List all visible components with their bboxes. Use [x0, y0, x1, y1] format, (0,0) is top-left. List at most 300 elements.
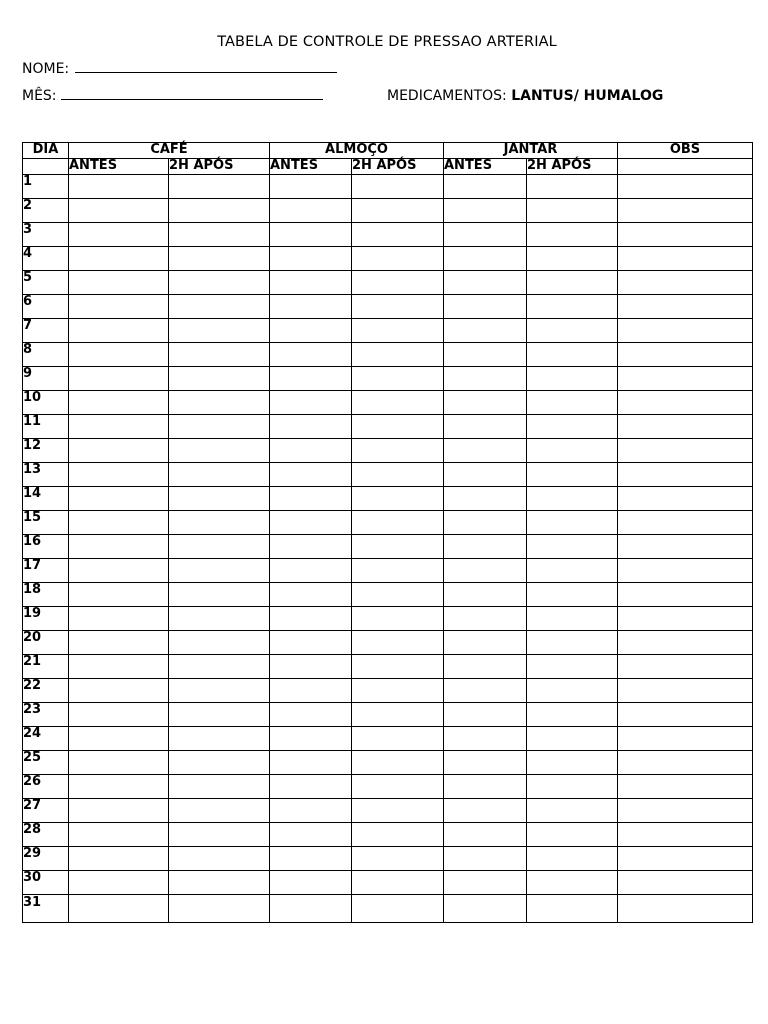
almoco-apos-cell[interactable]: [352, 751, 444, 775]
pressure-control-table: [22, 142, 753, 923]
almoco-apos-cell[interactable]: [352, 607, 444, 631]
cafe-apos-cell[interactable]: [169, 631, 270, 655]
day-number: 22: [23, 679, 69, 703]
jantar-antes-cell[interactable]: [444, 247, 527, 271]
jantar-antes-cell[interactable]: [444, 511, 527, 535]
jantar-apos-cell[interactable]: [527, 391, 618, 415]
almoco-antes-cell[interactable]: [270, 319, 352, 343]
jantar-antes-cell[interactable]: [444, 223, 527, 247]
table-row: [23, 751, 753, 775]
almoco-apos-cell[interactable]: [352, 223, 444, 247]
header-row-timing: [23, 159, 753, 175]
almoco-antes-cell[interactable]: [270, 511, 352, 535]
almoco-antes-cell[interactable]: [270, 415, 352, 439]
table-row: [23, 511, 753, 535]
cafe-apos-cell[interactable]: [169, 271, 270, 295]
table-row: [23, 271, 753, 295]
jantar-antes-cell[interactable]: [444, 295, 527, 319]
cafe-antes-cell[interactable]: [69, 319, 169, 343]
day-number: 27: [23, 799, 69, 823]
mes-field-line[interactable]: [61, 89, 323, 100]
cafe-apos-cell[interactable]: [169, 655, 270, 679]
jantar-apos-cell[interactable]: [527, 535, 618, 559]
jantar-antes-cell[interactable]: [444, 487, 527, 511]
almoco-antes-cell[interactable]: [270, 487, 352, 511]
obs-cell[interactable]: [618, 799, 753, 823]
almoco-apos-cell[interactable]: [352, 583, 444, 607]
table-row: [23, 319, 753, 343]
table-row: [23, 823, 753, 847]
obs-cell[interactable]: [618, 439, 753, 463]
jantar-apos-cell[interactable]: [527, 295, 618, 319]
almoco-antes-cell[interactable]: [270, 559, 352, 583]
obs-cell[interactable]: [618, 751, 753, 775]
cafe-apos-cell[interactable]: [169, 871, 270, 895]
cafe-antes-cell[interactable]: [69, 751, 169, 775]
jantar-apos-cell[interactable]: [527, 487, 618, 511]
table-row: [23, 871, 753, 895]
almoco-antes-cell[interactable]: [270, 631, 352, 655]
jantar-antes-cell[interactable]: [444, 847, 527, 871]
table-row: [23, 703, 753, 727]
almoco-apos-cell[interactable]: [352, 631, 444, 655]
jantar-apos-cell[interactable]: [527, 847, 618, 871]
cafe-antes-cell[interactable]: [69, 655, 169, 679]
jantar-antes-cell[interactable]: [444, 535, 527, 559]
cafe-antes-cell[interactable]: [69, 799, 169, 823]
day-number: 7: [23, 319, 69, 343]
day-number: 16: [23, 535, 69, 559]
jantar-antes-cell[interactable]: [444, 871, 527, 895]
table-row: [23, 655, 753, 679]
jantar-apos-cell[interactable]: [527, 607, 618, 631]
header-obs: OBS: [618, 143, 753, 159]
almoco-apos-cell[interactable]: [352, 367, 444, 391]
medicamentos-row: [387, 88, 663, 104]
cafe-antes-cell[interactable]: [69, 727, 169, 751]
table-row: [23, 535, 753, 559]
obs-cell[interactable]: [618, 319, 753, 343]
nome-row: [22, 61, 337, 77]
jantar-antes-cell[interactable]: [444, 199, 527, 223]
almoco-apos-cell[interactable]: [352, 871, 444, 895]
jantar-antes-cell[interactable]: [444, 775, 527, 799]
cafe-apos-cell[interactable]: [169, 175, 270, 199]
cafe-antes-cell[interactable]: [69, 175, 169, 199]
table-row: [23, 727, 753, 751]
almoco-apos-cell[interactable]: [352, 535, 444, 559]
jantar-antes-cell[interactable]: [444, 703, 527, 727]
cafe-apos-cell[interactable]: [169, 607, 270, 631]
cafe-apos-cell[interactable]: [169, 727, 270, 751]
cafe-antes-cell[interactable]: [69, 463, 169, 487]
jantar-antes-cell[interactable]: [444, 799, 527, 823]
day-number: 20: [23, 631, 69, 655]
header-jantar-antes: ANTES: [444, 159, 527, 175]
header-jantar: JANTAR: [444, 143, 618, 159]
jantar-antes-cell[interactable]: [444, 391, 527, 415]
obs-cell[interactable]: [618, 535, 753, 559]
jantar-antes-cell[interactable]: [444, 583, 527, 607]
cafe-antes-cell[interactable]: [69, 847, 169, 871]
table-row: [23, 583, 753, 607]
cafe-antes-cell[interactable]: [69, 583, 169, 607]
cafe-antes-cell[interactable]: [69, 487, 169, 511]
jantar-antes-cell[interactable]: [444, 823, 527, 847]
jantar-apos-cell[interactable]: [527, 583, 618, 607]
almoco-apos-cell[interactable]: [352, 487, 444, 511]
almoco-apos-cell[interactable]: [352, 895, 444, 923]
table-row: [23, 895, 753, 923]
cafe-apos-cell[interactable]: [169, 223, 270, 247]
cafe-apos-cell[interactable]: [169, 343, 270, 367]
obs-cell[interactable]: [618, 487, 753, 511]
obs-cell[interactable]: [618, 655, 753, 679]
almoco-antes-cell[interactable]: [270, 895, 352, 923]
table-row: [23, 631, 753, 655]
nome-field-line[interactable]: [75, 62, 337, 73]
jantar-apos-cell[interactable]: [527, 175, 618, 199]
almoco-antes-cell[interactable]: [270, 703, 352, 727]
obs-cell[interactable]: [618, 559, 753, 583]
jantar-apos-cell[interactable]: [527, 439, 618, 463]
almoco-apos-cell[interactable]: [352, 847, 444, 871]
cafe-antes-cell[interactable]: [69, 223, 169, 247]
almoco-antes-cell[interactable]: [270, 679, 352, 703]
day-number: 29: [23, 847, 69, 871]
cafe-apos-cell[interactable]: [169, 559, 270, 583]
table-row: [23, 487, 753, 511]
almoco-antes-cell[interactable]: [270, 847, 352, 871]
jantar-apos-cell[interactable]: [527, 703, 618, 727]
almoco-antes-cell[interactable]: [270, 247, 352, 271]
day-number: 26: [23, 775, 69, 799]
almoco-antes-cell[interactable]: [270, 535, 352, 559]
cafe-apos-cell[interactable]: [169, 751, 270, 775]
cafe-apos-cell[interactable]: [169, 583, 270, 607]
header-cafe: CAFÉ: [69, 143, 270, 159]
cafe-apos-cell[interactable]: [169, 775, 270, 799]
table-row: [23, 679, 753, 703]
cafe-apos-cell[interactable]: [169, 415, 270, 439]
day-number: 17: [23, 559, 69, 583]
medicamentos-value: LANTUS/ HUMALOG: [511, 88, 664, 104]
jantar-antes-cell[interactable]: [444, 895, 527, 923]
jantar-antes-cell[interactable]: [444, 271, 527, 295]
cafe-apos-cell[interactable]: [169, 247, 270, 271]
cafe-antes-cell[interactable]: [69, 367, 169, 391]
jantar-antes-cell[interactable]: [444, 559, 527, 583]
almoco-apos-cell[interactable]: [352, 655, 444, 679]
jantar-apos-cell[interactable]: [527, 631, 618, 655]
almoco-antes-cell[interactable]: [270, 199, 352, 223]
day-number: 18: [23, 583, 69, 607]
header-dia-empty: [23, 159, 69, 175]
cafe-antes-cell[interactable]: [69, 439, 169, 463]
cafe-apos-cell[interactable]: [169, 319, 270, 343]
day-number: 9: [23, 367, 69, 391]
almoco-antes-cell[interactable]: [270, 439, 352, 463]
obs-cell[interactable]: [618, 703, 753, 727]
jantar-antes-cell[interactable]: [444, 463, 527, 487]
obs-cell[interactable]: [618, 823, 753, 847]
table-row: [23, 223, 753, 247]
day-number: 24: [23, 727, 69, 751]
jantar-antes-cell[interactable]: [444, 175, 527, 199]
day-number: 25: [23, 751, 69, 775]
cafe-apos-cell[interactable]: [169, 295, 270, 319]
jantar-antes-cell[interactable]: [444, 655, 527, 679]
jantar-apos-cell[interactable]: [527, 199, 618, 223]
almoco-apos-cell[interactable]: [352, 199, 444, 223]
cafe-antes-cell[interactable]: [69, 295, 169, 319]
almoco-apos-cell[interactable]: [352, 775, 444, 799]
header-cafe-apos: 2H APÓS: [169, 159, 270, 175]
day-number: 1: [23, 175, 69, 199]
almoco-antes-cell[interactable]: [270, 391, 352, 415]
cafe-antes-cell[interactable]: [69, 391, 169, 415]
jantar-antes-cell[interactable]: [444, 439, 527, 463]
cafe-antes-cell[interactable]: [69, 679, 169, 703]
jantar-apos-cell[interactable]: [527, 895, 618, 923]
cafe-antes-cell[interactable]: [69, 415, 169, 439]
table-row: [23, 415, 753, 439]
day-number: 13: [23, 463, 69, 487]
obs-cell[interactable]: [618, 271, 753, 295]
almoco-antes-cell[interactable]: [270, 175, 352, 199]
cafe-apos-cell[interactable]: [169, 799, 270, 823]
jantar-apos-cell[interactable]: [527, 871, 618, 895]
jantar-apos-cell[interactable]: [527, 247, 618, 271]
header-obs-empty: [618, 159, 753, 175]
almoco-antes-cell[interactable]: [270, 583, 352, 607]
page-title: TABELA DE CONTROLE DE PRESSAO ARTERIAL: [217, 34, 557, 50]
obs-cell[interactable]: [618, 367, 753, 391]
header-almoco-apos: 2H APÓS: [352, 159, 444, 175]
jantar-antes-cell[interactable]: [444, 679, 527, 703]
cafe-apos-cell[interactable]: [169, 367, 270, 391]
jantar-apos-cell[interactable]: [527, 223, 618, 247]
obs-cell[interactable]: [618, 343, 753, 367]
almoco-apos-cell[interactable]: [352, 439, 444, 463]
day-number: 11: [23, 415, 69, 439]
day-number: 6: [23, 295, 69, 319]
table-row: [23, 775, 753, 799]
almoco-antes-cell[interactable]: [270, 463, 352, 487]
obs-cell[interactable]: [618, 295, 753, 319]
almoco-apos-cell[interactable]: [352, 391, 444, 415]
almoco-apos-cell[interactable]: [352, 463, 444, 487]
obs-cell[interactable]: [618, 415, 753, 439]
cafe-antes-cell[interactable]: [69, 823, 169, 847]
almoco-antes-cell[interactable]: [270, 871, 352, 895]
cafe-antes-cell[interactable]: [69, 607, 169, 631]
cafe-antes-cell[interactable]: [69, 271, 169, 295]
obs-cell[interactable]: [618, 679, 753, 703]
table-row: [23, 343, 753, 367]
nome-label: NOME:: [22, 61, 70, 77]
day-number: 31: [23, 895, 69, 923]
obs-cell[interactable]: [618, 607, 753, 631]
jantar-apos-cell[interactable]: [527, 271, 618, 295]
mes-row: [22, 88, 323, 104]
almoco-apos-cell[interactable]: [352, 415, 444, 439]
obs-cell[interactable]: [618, 511, 753, 535]
jantar-antes-cell[interactable]: [444, 631, 527, 655]
jantar-apos-cell[interactable]: [527, 463, 618, 487]
table-row: [23, 199, 753, 223]
table-row: [23, 367, 753, 391]
almoco-antes-cell[interactable]: [270, 271, 352, 295]
almoco-antes-cell[interactable]: [270, 799, 352, 823]
cafe-apos-cell[interactable]: [169, 463, 270, 487]
header-dia: DIA: [23, 143, 69, 159]
jantar-apos-cell[interactable]: [527, 511, 618, 535]
almoco-apos-cell[interactable]: [352, 511, 444, 535]
medicamentos-label: MEDICAMENTOS:: [387, 88, 507, 104]
obs-cell[interactable]: [618, 583, 753, 607]
jantar-apos-cell[interactable]: [527, 319, 618, 343]
almoco-apos-cell[interactable]: [352, 799, 444, 823]
cafe-antes-cell[interactable]: [69, 535, 169, 559]
header-row-meals: [23, 143, 753, 159]
table-row: [23, 247, 753, 271]
table-row: [23, 559, 753, 583]
table-row: [23, 439, 753, 463]
almoco-antes-cell[interactable]: [270, 367, 352, 391]
almoco-antes-cell[interactable]: [270, 775, 352, 799]
obs-cell[interactable]: [618, 223, 753, 247]
jantar-apos-cell[interactable]: [527, 559, 618, 583]
jantar-apos-cell[interactable]: [527, 775, 618, 799]
obs-cell[interactable]: [618, 199, 753, 223]
table-row: [23, 607, 753, 631]
cafe-apos-cell[interactable]: [169, 847, 270, 871]
obs-cell[interactable]: [618, 631, 753, 655]
cafe-antes-cell[interactable]: [69, 343, 169, 367]
cafe-antes-cell[interactable]: [69, 247, 169, 271]
cafe-apos-cell[interactable]: [169, 199, 270, 223]
mes-label: MÊS:: [22, 88, 57, 104]
table-row: [23, 799, 753, 823]
almoco-apos-cell[interactable]: [352, 247, 444, 271]
cafe-apos-cell[interactable]: [169, 895, 270, 923]
jantar-antes-cell[interactable]: [444, 727, 527, 751]
cafe-antes-cell[interactable]: [69, 559, 169, 583]
almoco-apos-cell[interactable]: [352, 271, 444, 295]
jantar-apos-cell[interactable]: [527, 799, 618, 823]
obs-cell[interactable]: [618, 847, 753, 871]
cafe-antes-cell[interactable]: [69, 703, 169, 727]
day-number: 12: [23, 439, 69, 463]
obs-cell[interactable]: [618, 775, 753, 799]
table-row: [23, 463, 753, 487]
cafe-antes-cell[interactable]: [69, 199, 169, 223]
day-number: 21: [23, 655, 69, 679]
obs-cell[interactable]: [618, 871, 753, 895]
jantar-apos-cell[interactable]: [527, 415, 618, 439]
cafe-antes-cell[interactable]: [69, 871, 169, 895]
day-number: 10: [23, 391, 69, 415]
jantar-apos-cell[interactable]: [527, 343, 618, 367]
almoco-antes-cell[interactable]: [270, 655, 352, 679]
almoco-antes-cell[interactable]: [270, 751, 352, 775]
almoco-apos-cell[interactable]: [352, 679, 444, 703]
obs-cell[interactable]: [618, 895, 753, 923]
day-number: 5: [23, 271, 69, 295]
obs-cell[interactable]: [618, 463, 753, 487]
day-number: 8: [23, 343, 69, 367]
almoco-antes-cell[interactable]: [270, 823, 352, 847]
almoco-apos-cell[interactable]: [352, 727, 444, 751]
almoco-apos-cell[interactable]: [352, 343, 444, 367]
cafe-antes-cell[interactable]: [69, 511, 169, 535]
jantar-apos-cell[interactable]: [527, 727, 618, 751]
obs-cell[interactable]: [618, 175, 753, 199]
almoco-apos-cell[interactable]: [352, 823, 444, 847]
jantar-antes-cell[interactable]: [444, 751, 527, 775]
cafe-apos-cell[interactable]: [169, 391, 270, 415]
almoco-antes-cell[interactable]: [270, 607, 352, 631]
jantar-apos-cell[interactable]: [527, 367, 618, 391]
almoco-apos-cell[interactable]: [352, 559, 444, 583]
day-number: 3: [23, 223, 69, 247]
jantar-antes-cell[interactable]: [444, 343, 527, 367]
obs-cell[interactable]: [618, 727, 753, 751]
almoco-apos-cell[interactable]: [352, 295, 444, 319]
table-row: [23, 175, 753, 199]
jantar-antes-cell[interactable]: [444, 367, 527, 391]
almoco-apos-cell[interactable]: [352, 319, 444, 343]
table-row: [23, 295, 753, 319]
jantar-apos-cell[interactable]: [527, 679, 618, 703]
almoco-antes-cell[interactable]: [270, 223, 352, 247]
header-almoco: ALMOÇO: [270, 143, 444, 159]
almoco-apos-cell[interactable]: [352, 175, 444, 199]
table-row: [23, 847, 753, 871]
cafe-apos-cell[interactable]: [169, 439, 270, 463]
cafe-antes-cell[interactable]: [69, 775, 169, 799]
day-number: 30: [23, 871, 69, 895]
jantar-apos-cell[interactable]: [527, 823, 618, 847]
cafe-apos-cell[interactable]: [169, 679, 270, 703]
jantar-apos-cell[interactable]: [527, 655, 618, 679]
cafe-antes-cell[interactable]: [69, 631, 169, 655]
jantar-antes-cell[interactable]: [444, 607, 527, 631]
day-number: 23: [23, 703, 69, 727]
jantar-apos-cell[interactable]: [527, 751, 618, 775]
cafe-apos-cell[interactable]: [169, 487, 270, 511]
obs-cell[interactable]: [618, 391, 753, 415]
almoco-antes-cell[interactable]: [270, 343, 352, 367]
almoco-antes-cell[interactable]: [270, 295, 352, 319]
table-row: [23, 391, 753, 415]
almoco-antes-cell[interactable]: [270, 727, 352, 751]
cafe-apos-cell[interactable]: [169, 535, 270, 559]
almoco-apos-cell[interactable]: [352, 703, 444, 727]
cafe-apos-cell[interactable]: [169, 823, 270, 847]
cafe-apos-cell[interactable]: [169, 511, 270, 535]
header-jantar-apos: 2H APÓS: [527, 159, 618, 175]
day-number: 19: [23, 607, 69, 631]
obs-cell[interactable]: [618, 247, 753, 271]
cafe-apos-cell[interactable]: [169, 703, 270, 727]
cafe-antes-cell[interactable]: [69, 895, 169, 923]
day-number: 4: [23, 247, 69, 271]
day-number: 15: [23, 511, 69, 535]
jantar-antes-cell[interactable]: [444, 415, 527, 439]
jantar-antes-cell[interactable]: [444, 319, 527, 343]
